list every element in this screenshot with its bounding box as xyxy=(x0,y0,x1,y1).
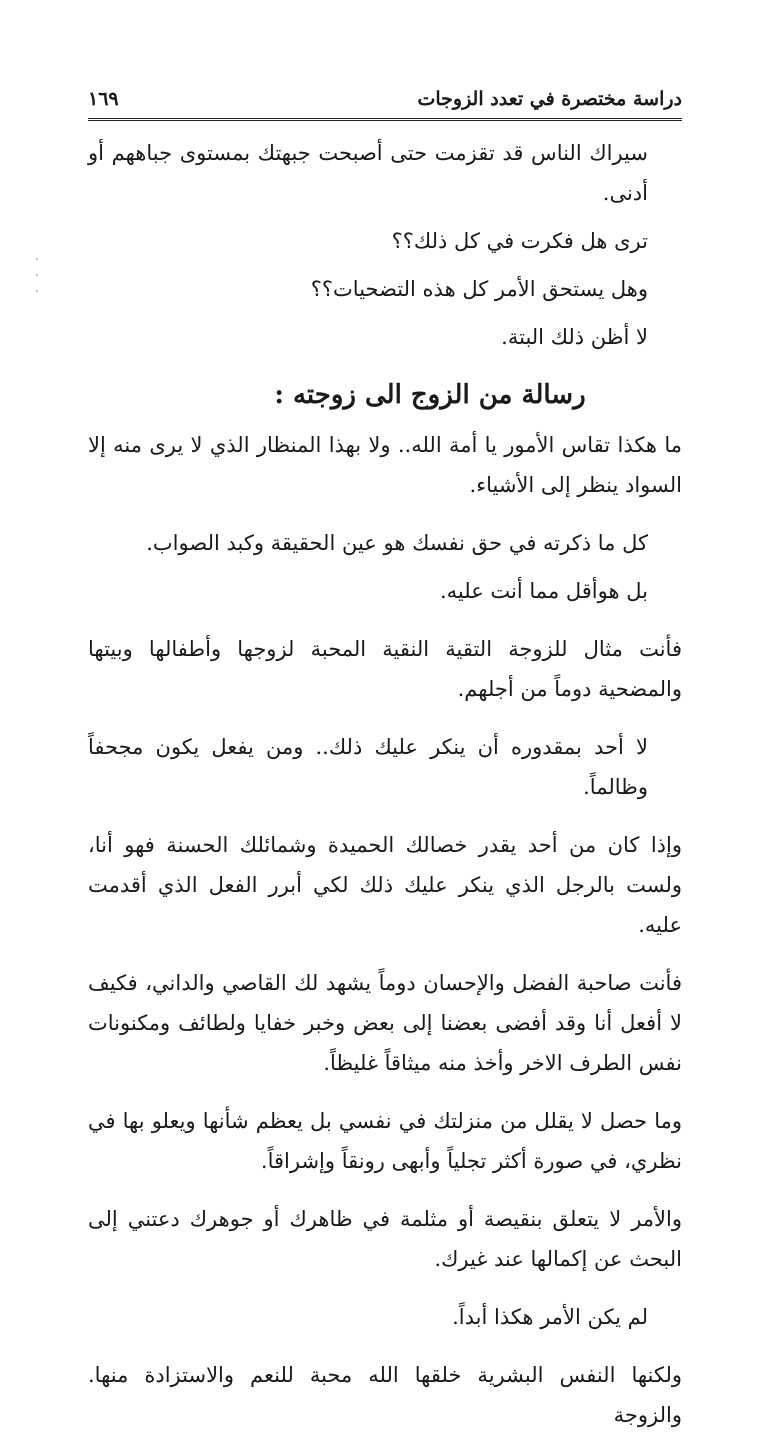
margin-dots xyxy=(36,258,38,298)
paragraph: وما حصل لا يقلل من منزلتك في نفسي بل يعظم شأنها ويعلو بها في نظري، في صورة أكثر تجلياً وأبهى رونقاً وإشراقاً. xyxy=(88,1109,682,1173)
paragraph: لا أحد بمقدوره أن ينكر عليك ذلك.. ومن يفعل يكون مجحفاً وظالماً. xyxy=(88,735,648,799)
page-body xyxy=(88,133,682,1435)
paragraph: لم يكن الأمر هكذا أبداً. xyxy=(452,1305,648,1329)
running-header xyxy=(88,88,682,121)
running-title: دراسة مختصرة في تعدد الزوجات xyxy=(417,88,682,110)
paragraph: ولكنها النفس البشرية خلقها الله محبة للنعم والاستزادة منها. والزوجة xyxy=(88,1363,682,1427)
paragraph: سيراك الناس قد تقزمت حتى أصبحت جبهتك بمستوى جباههم أو أدنى. xyxy=(88,141,648,205)
paragraph: ما هكذا تقاس الأمور يا أمة الله.. ولا بهذا المنظار الذي لا يرى منه إلا السواد ينظر إلى الأشياء. xyxy=(88,433,682,497)
paragraph: لا أظن ذلك البتة. xyxy=(501,325,648,349)
paragraph: والأمر لا يتعلق بنقيصة أو مثلمة في ظاهرك أو جوهرك دعتني إلى البحث عن إكمالها عند غيرك. xyxy=(88,1207,682,1271)
paragraph: وإذا كان من أحد يقدر خصالك الحميدة وشمائلك الحسنة فهو أنا، ولست بالرجل الذي ينكر عليك ذلك لكي أبرر الفعل الذي أقدمت عليه. xyxy=(88,833,682,937)
paragraph: فأنت صاحبة الفضل والإحسان دوماً يشهد لك القاصي والداني، فكيف لا أفعل أنا وقد أفضى بعضنا إلى بعض وخبر خفايا ولطائف ومكنونات نفس الطرف الاخر وأخذ منه ميثاقاً غليظاً. xyxy=(88,971,682,1075)
paragraph: فأنت مثال للزوجة التقية النقية المحبة لزوجها وأطفالها وبيتها والمضحية دوماً من أجلهم. xyxy=(88,637,682,701)
paragraph: كل ما ذكرته في حق نفسك هو عين الحقيقة وكبد الصواب. xyxy=(146,531,648,555)
book-page xyxy=(88,88,682,1435)
paragraph: وهل يستحق الأمر كل هذه التضحيات؟؟ xyxy=(310,277,648,301)
paragraph: بل هوأقل مما أنت عليه. xyxy=(440,579,648,603)
paragraph: ترى هل فكرت في كل ذلك؟؟ xyxy=(391,229,648,253)
page-number: ١٦٩ xyxy=(88,88,119,110)
section-heading: رسالة من الزوج الى زوجته : xyxy=(274,380,586,410)
